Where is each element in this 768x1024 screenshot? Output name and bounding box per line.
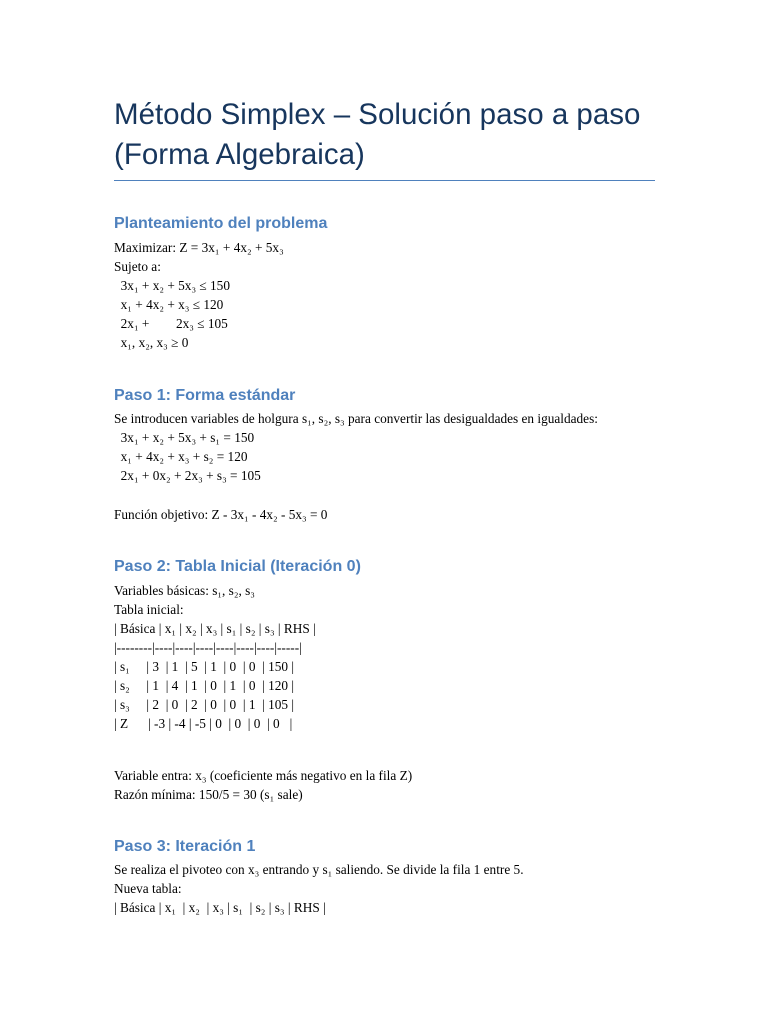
text-line: 2x₁ + 2x₃ ≤ 105 xyxy=(114,316,228,331)
table-line: | s₁ | 3 | 1 | 5 | 1 | 0 | 0 | 150 | xyxy=(114,659,295,674)
text-line: Se introducen variables de holgura s₁, s₂, s₃ para convertir las desigualdades en igualdades: xyxy=(114,411,598,426)
section-heading-paso-2: Paso 2: Tabla Inicial (Iteración 0) xyxy=(114,558,361,575)
section-heading-paso-1: Paso 1: Forma estándar xyxy=(114,387,296,404)
text-line: Nueva tabla: xyxy=(114,881,182,896)
text-line: Tabla inicial: xyxy=(114,602,184,617)
table-line: | Z | -3 | -4 | -5 | 0 | 0 | 0 | 0 | xyxy=(114,716,293,731)
title-divider xyxy=(114,180,655,181)
text-line: Maximizar: Z = 3x₁ + 4x₂ + 5x₃ xyxy=(114,240,284,255)
text-line: x₁ + 4x₂ + x₃ ≤ 120 xyxy=(114,297,224,312)
text-line: x₁, x₂, x₃ ≥ 0 xyxy=(114,335,189,350)
text-line: Se realiza el pivoteo con x₃ entrando y s₁ saliendo. Se divide la fila 1 entre 5. xyxy=(114,862,524,877)
text-line: Sujeto a: xyxy=(114,259,161,274)
text-line: Variables básicas: s₁, s₂, s₃ xyxy=(114,583,255,598)
section-heading-paso-3: Paso 3: Iteración 1 xyxy=(114,838,256,855)
text-line: x₁ + 4x₂ + x₃ + s₂ = 120 xyxy=(114,449,248,464)
table-line: | s₃ | 2 | 0 | 2 | 0 | 0 | 1 | 105 | xyxy=(114,697,295,712)
text-line: 2x₁ + 0x₂ + 2x₃ + s₃ = 105 xyxy=(114,468,261,483)
document-title: Método Simplex – Solución paso a paso (Forma Algebraica) xyxy=(114,98,641,171)
text-line: 3x₁ + x₂ + 5x₃ ≤ 150 xyxy=(114,278,230,293)
text-line: 3x₁ + x₂ + 5x₃ + s₁ = 150 xyxy=(114,430,255,445)
text-line: Función objetivo: Z - 3x₁ - 4x₂ - 5x₃ = 0 xyxy=(114,507,328,522)
section-heading-planteamiento: Planteamiento del problema xyxy=(114,215,328,232)
text-line: Razón mínima: 150/5 = 30 (s₁ sale) xyxy=(114,787,303,802)
table-line: |--------|----|----|----|----|----|----|-----| xyxy=(114,640,302,655)
table-line: | s₂ | 1 | 4 | 1 | 0 | 1 | 0 | 120 | xyxy=(114,678,295,693)
text-line: Variable entra: x₃ (coeficiente más negativo en la fila Z) xyxy=(114,768,413,783)
table-line: | Básica | x₁ | x₂ | x₃ | s₁ | s₂ | s₃ | RHS | xyxy=(114,900,326,915)
table-line: | Básica | x₁ | x₂ | x₃ | s₁ | s₂ | s₃ | RHS | xyxy=(114,621,316,636)
